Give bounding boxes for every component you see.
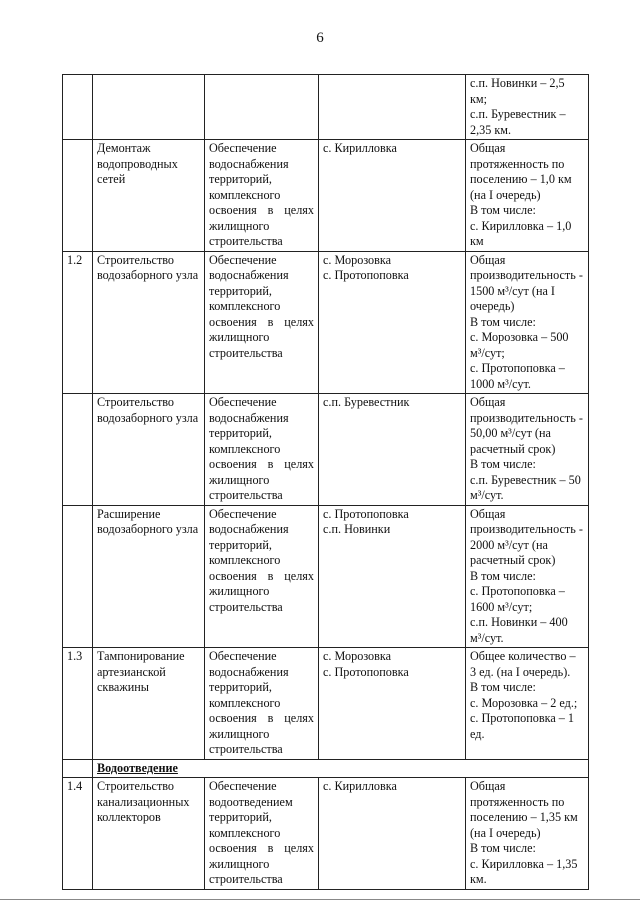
row-number-cell: 1.3: [63, 648, 93, 760]
purpose-cell: Обеспечение водоснабжения территорий, комплексного освоения в целях жилищного строительства: [205, 394, 319, 506]
measure-name-cell: Строительство водозаборного узла: [93, 251, 205, 394]
table-row: [63, 648, 589, 760]
table-row: [63, 251, 589, 394]
location-cell: с. Кирилловка: [319, 140, 466, 252]
location-cell: с. Протопоповка с.п. Новинки: [319, 505, 466, 648]
measure-name-cell: Тампонирование артезианской скважины: [93, 648, 205, 760]
purpose-cell: Обеспечение водоотведением территорий, комплексного освоения в целях жилищного строительства: [205, 778, 319, 890]
table-body-water-supply: [63, 75, 589, 760]
characteristics-cell: Общее количество – 3 ед. (на I очередь). В том числе: с. Морозовка – 2 ед.; с. Протопоповка – 1 ед.: [466, 648, 589, 760]
row-number-cell: [63, 75, 93, 140]
section-empty-cell: [63, 759, 93, 778]
measure-name-cell: [93, 75, 205, 140]
characteristics-cell: с.п. Новинки – 2,5 км; с.п. Буревестник – 2,35 км.: [466, 75, 589, 140]
location-cell: с. Морозовка с. Протопоповка: [319, 251, 466, 394]
location-cell: с. Морозовка с. Протопоповка: [319, 648, 466, 760]
row-number-cell: 1.2: [63, 251, 93, 394]
characteristics-cell: Общая производительность - 2000 м³/сут (на расчетный срок) В том числе: с. Протопоповка – 1600 м³/сут; с.п. Новинки – 400 м³/сут.: [466, 505, 589, 648]
table-row: [63, 394, 589, 506]
page-number: 6: [316, 30, 324, 46]
row-number-cell: [63, 505, 93, 648]
table-body-drainage: [63, 778, 589, 890]
table-body-section: [63, 759, 589, 778]
table-row: [63, 75, 589, 140]
purpose-cell: [205, 75, 319, 140]
location-cell: с.п. Буревестник: [319, 394, 466, 506]
measures-table: [62, 74, 589, 890]
location-cell: [319, 75, 466, 140]
characteristics-cell: Общая протяженность по поселению – 1,35 км (на I очередь) В том числе: с. Кирилловка – 1,35 км.: [466, 778, 589, 890]
row-number-cell: 1.4: [63, 778, 93, 890]
characteristics-cell: Общая производительность - 1500 м³/сут (на I очередь) В том числе: с. Морозовка – 500 м³/сут; с. Протопоповка – 1000 м³/сут.: [466, 251, 589, 394]
section-title: Водоотведение: [93, 759, 589, 778]
measure-name-cell: Строительство водозаборного узла: [93, 394, 205, 506]
characteristics-cell: Общая протяженность по поселению – 1,0 км (на I очередь) В том числе: с. Кирилловка – 1,0 км: [466, 140, 589, 252]
measure-name-cell: Расширение водозаборного узла: [93, 505, 205, 648]
purpose-cell: Обеспечение водоснабжения территорий, комплексного освоения в целях жилищного строительства: [205, 140, 319, 252]
purpose-cell: Обеспечение водоснабжения территорий, комплексного освоения в целях жилищного строительства: [205, 251, 319, 394]
page-bottom-rule: [0, 899, 640, 900]
purpose-cell: Обеспечение водоснабжения территорий, комплексного освоения в целях жилищного строительства: [205, 505, 319, 648]
measure-name-cell: Демонтаж водопроводных сетей: [93, 140, 205, 252]
purpose-cell: Обеспечение водоснабжения территорий, комплексного освоения в целях жилищного строительства: [205, 648, 319, 760]
table-row: [63, 778, 589, 890]
row-number-cell: [63, 394, 93, 506]
table-row: [63, 140, 589, 252]
section-row: [63, 759, 589, 778]
characteristics-cell: Общая производительность - 50,00 м³/сут (на расчетный срок) В том числе: с.п. Буревестник – 50 м³/сут.: [466, 394, 589, 506]
table-row: [63, 505, 589, 648]
measure-name-cell: Строительство канализационных коллекторов: [93, 778, 205, 890]
location-cell: с. Кирилловка: [319, 778, 466, 890]
row-number-cell: [63, 140, 93, 252]
